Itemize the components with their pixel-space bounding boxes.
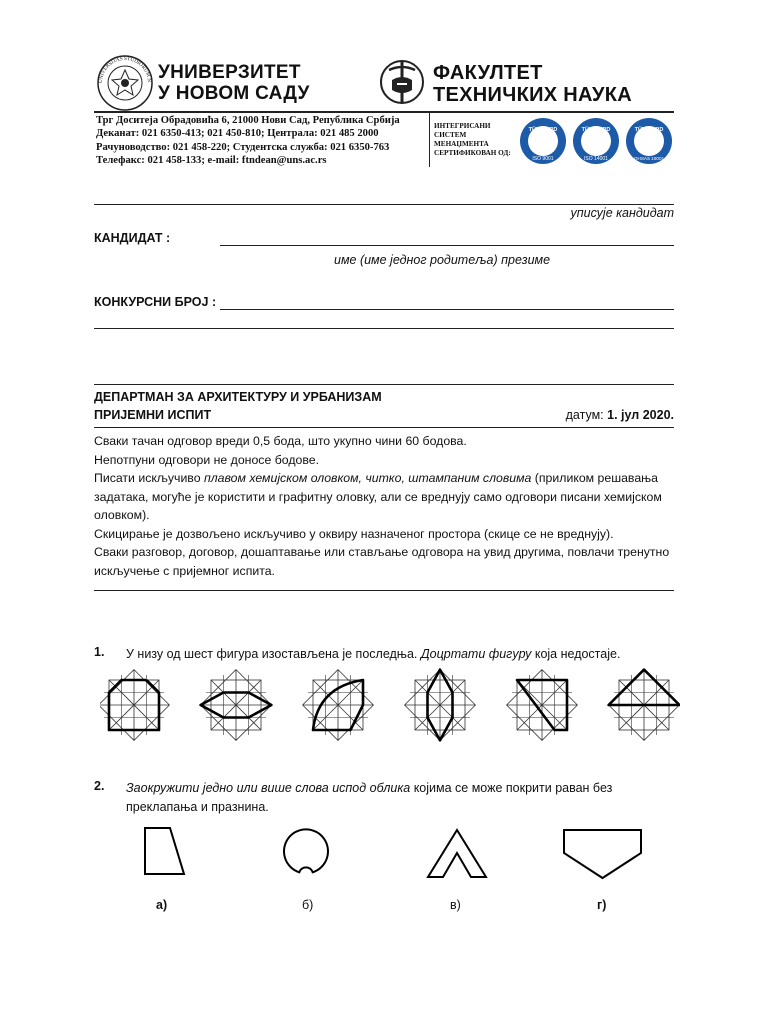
figure-3 (303, 670, 374, 741)
cert-badges (518, 116, 674, 166)
figure-sequence (100, 667, 680, 743)
question-number: 2. (94, 779, 105, 793)
svg-text:ISO 14001: ISO 14001 (584, 156, 608, 162)
exam-title: ПРИЈЕМНИ ИСПИТ (94, 408, 212, 422)
figure-5 (507, 670, 578, 741)
university-name-line1: УНИВЕРЗИТЕТ (158, 62, 301, 83)
candidate-number-line[interactable] (220, 309, 674, 310)
address-line: Деканат: 021 6350-413; 021 450-810; Централа: 021 485 2000 (96, 128, 379, 140)
date-label: датум: (565, 408, 604, 422)
date-value: 1. јул 2020. (607, 408, 674, 422)
svg-text:ISO 9001: ISO 9001 (532, 156, 554, 162)
question-number: 1. (94, 645, 105, 659)
university-seal (96, 54, 154, 112)
rule-text: Непотпуни одговори не доносе бодове. (94, 452, 319, 467)
address-line: Трг Доситеја Обрадовића 6, 21000 Нови Сад, Република Србија (96, 115, 400, 126)
rule-text: Сваки тачан одговор вреди 0,5 бода, што укупно чини 60 бодова. (94, 434, 467, 448)
cert-text-line: МЕНАЏМЕНТА (434, 140, 489, 148)
figure-4 (405, 670, 476, 741)
fills-note: уписује кандидат (570, 206, 674, 220)
option-b[interactable]: б) (302, 898, 314, 912)
figure-1 (100, 670, 169, 741)
cert-text-line: СИСТЕМ (434, 131, 467, 139)
rules-block (94, 432, 674, 580)
svg-text:TÜV NORD: TÜV NORD (634, 127, 664, 133)
address-line: Рачуноводство: 021 458-220; Студентска служба: 021 6350-763 (96, 141, 390, 153)
question-text: У низу од шест фигура изостављена је последња. Доцртати фигуру која недостаје. (126, 647, 621, 661)
university-name-line2: У НОВОМ САДУ (158, 83, 310, 104)
shape-circle-notch (281, 826, 331, 878)
rule-text: Писати искључиво плавом хемијском оловком, читко, штампаним словима (приликом решавања задатака, могуће је користити и графитну оловку, али се вреднују само одговори писани хемијском оловком). (94, 471, 662, 522)
header-divider-top (94, 111, 674, 113)
svg-text:TÜV NORD: TÜV NORD (528, 127, 558, 133)
rule-text: Сваки разговор, договор, дошаптавање или стављање одговора на увид другима, повлачи тренутно искључење с пријемног испита. (94, 545, 670, 578)
seal-text: UNIVERSITAS STUDIORUM N (97, 55, 153, 84)
faculty-name-line2: ТЕХНИЧКИХ НАУКА (433, 84, 632, 106)
exam-top-line (94, 384, 674, 385)
candidate-name-line[interactable] (220, 245, 674, 246)
svg-text:OHSAS 18001: OHSAS 18001 (633, 156, 665, 161)
cert-text-line: СЕРТИФИКОВАН ОД: (434, 149, 511, 157)
option-g[interactable]: г) (597, 898, 607, 912)
candidate-bottom-line (94, 328, 674, 329)
exam-title-line (94, 427, 674, 428)
address-line: Телефакс: 021 458-133; e-mail: ftndean@uns.ac.rs (96, 155, 327, 167)
shape-chevron (426, 828, 488, 880)
option-a[interactable]: а) (156, 898, 168, 912)
faculty-name-line1: ФАКУЛТЕТ (433, 62, 543, 84)
rule-text: Скицирање је дозвољено искључиво у оквиру назначеног простора (скице се не вреднују). (94, 526, 614, 541)
question-text: Заокружити једно или више слова испод облика којима се може покрити раван без преклапања и празнина. (126, 781, 613, 814)
svg-text:UNIVERSITAS STUDIORUM NOVISADE (96, 54, 152, 83)
option-v[interactable]: в) (450, 898, 461, 912)
candidate-number-label: КОНКУРСНИ БРОЈ : (94, 295, 217, 309)
rules-bottom-line (94, 590, 674, 591)
figure-2 (201, 670, 272, 741)
faculty-logo (379, 56, 425, 108)
figure-6 (609, 670, 680, 741)
department-name: ДЕПАРТМАН ЗА АРХИТЕКТУРУ И УРБАНИЗАМ (94, 390, 382, 404)
candidate-label: КАНДИДАТ : (94, 231, 171, 245)
name-hint: име (име једног родитеља) презиме (334, 253, 551, 267)
shape-trapezoid (140, 826, 188, 876)
svg-text:TÜV NORD: TÜV NORD (581, 127, 611, 133)
candidate-top-line (94, 204, 674, 205)
cert-text-line: ИНТЕГРИСАНИ (434, 122, 491, 130)
header-vertical-divider (429, 113, 430, 167)
shape-pentagon (562, 826, 644, 882)
